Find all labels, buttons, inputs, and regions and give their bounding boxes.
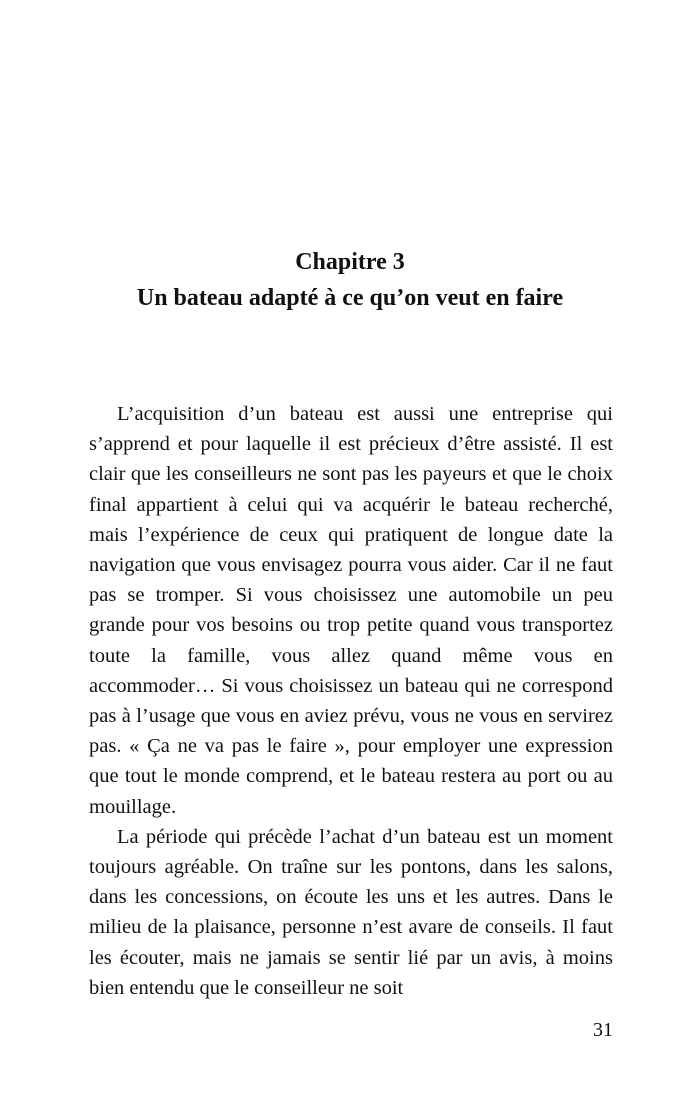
page-number: 31 [593,1019,613,1041]
chapter-title: Un bateau adapté à ce qu’on veut en faire [136,285,564,311]
body-text [89,399,613,1003]
paragraph: L’acquisition d’un bateau est aussi une entreprise qui s’apprend et pour laquelle il est précieux d’être assisté. Il est clair que les conseilleurs ne sont pas les payeurs et que le choix final appartient à celui qui va acquérir le bateau recherché, mais l’expérience de ceux qui pratiquent de longue date la navigation que vous envisagez pourra vous aider. Car il ne faut pas se tromper. Si vous choisissez une automobile un peu grande pour vos besoins ou trop petite quand vous transportez toute la famille, vous allez quand même vous en accommoder… Si vous choisissez un bateau qui ne correspond pas à l’usage que vous en aviez prévu, vous ne vous en servirez pas. « Ça ne va pas le faire », pour employer une expression que tout le monde comprend, et le bateau restera au port ou au mouillage. [89,403,613,818]
chapter-heading [0,244,700,316]
chapter-number: Chapitre 3 [295,249,405,275]
paragraph: La période qui précède l’achat d’un bateau est un moment toujours agréable. On traîne sur les pontons, dans les salons, dans les concessions, on écoute les uns et les autres. Dans le milieu de la plaisance, personne n’est avare de conseils. Il faut les écouter, mais ne jamais se sentir lié par un avis, à moins bien entendu que le conseilleur ne soit [89,825,613,999]
